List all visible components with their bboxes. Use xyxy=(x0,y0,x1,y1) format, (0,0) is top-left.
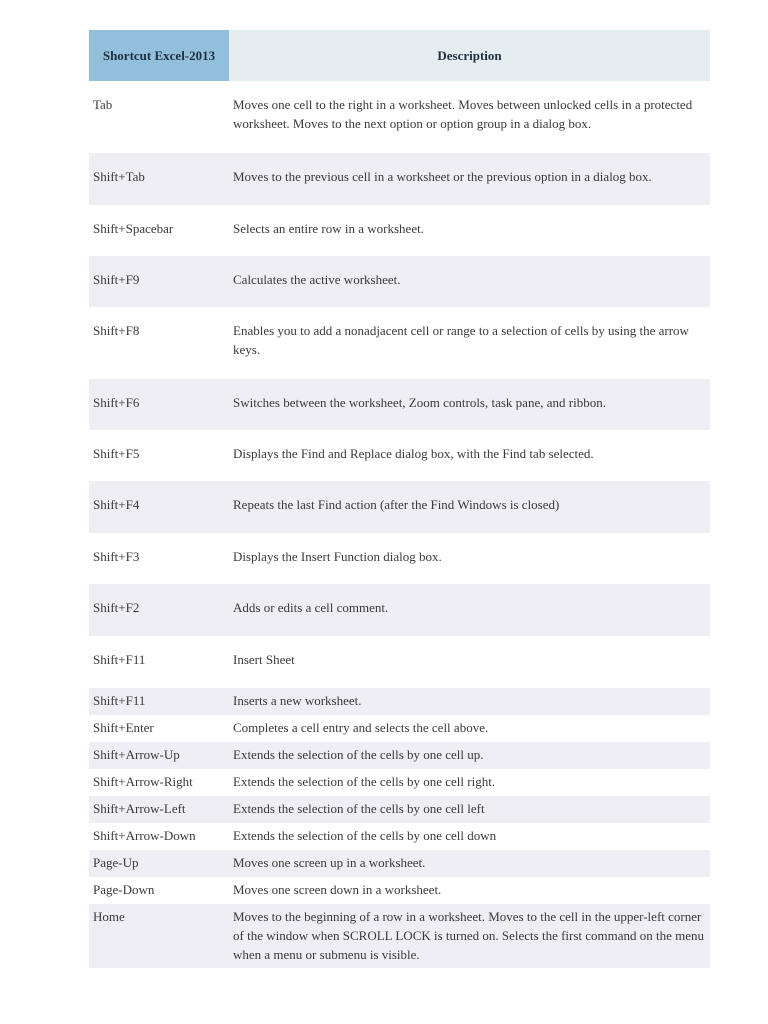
description-cell: Moves to the previous cell in a worksheet or the previous option in a dialog box. xyxy=(229,153,710,205)
description-cell: Moves one cell to the right in a worksheet. Moves between unlocked cells in a protected worksheet. Moves to the next option or option group in a dialog box. xyxy=(233,97,693,131)
shortcut-cell: Shift+Arrow-Left xyxy=(89,796,229,823)
table-row xyxy=(89,742,710,769)
table-row xyxy=(89,533,710,584)
shortcut-table xyxy=(89,30,710,968)
description-cell: Extends the selection of the cells by one cell up. xyxy=(229,742,710,769)
table-row xyxy=(89,904,710,968)
table-row xyxy=(89,636,710,688)
shortcut-column-header: Shortcut Excel-2013 xyxy=(89,30,229,81)
shortcut-cell: Page-Down xyxy=(93,882,155,897)
table-row xyxy=(89,796,710,823)
table-row xyxy=(89,823,710,850)
table-row xyxy=(89,877,710,904)
description-cell: Switches between the worksheet, Zoom controls, task pane, and ribbon. xyxy=(229,379,710,430)
table-row xyxy=(89,379,710,430)
description-cell: Displays the Insert Function dialog box. xyxy=(233,549,442,564)
description-cell: Selects an entire row in a worksheet. xyxy=(233,221,424,236)
description-cell: Moves one screen down in a worksheet. xyxy=(233,882,442,897)
description-cell: Repeats the last Find action (after the Find Windows is closed) xyxy=(229,481,710,533)
description-cell: Moves one screen up in a worksheet. xyxy=(229,850,710,877)
table-row xyxy=(89,850,710,877)
shortcut-cell: Shift+F3 xyxy=(93,549,140,564)
shortcut-cell: Shift+F5 xyxy=(93,446,140,461)
table-row xyxy=(89,769,710,796)
table-row xyxy=(89,688,710,715)
description-cell: Displays the Find and Replace dialog box, with the Find tab selected. xyxy=(233,446,594,461)
table-row xyxy=(89,153,710,205)
table-row xyxy=(89,205,710,256)
description-cell: Insert Sheet xyxy=(233,652,295,667)
description-cell: Completes a cell entry and selects the cell above. xyxy=(233,720,489,735)
shortcut-cell: Shift+F4 xyxy=(89,481,229,533)
shortcut-cell: Shift+F2 xyxy=(89,584,229,636)
shortcut-cell: Shift+Spacebar xyxy=(93,221,174,236)
table-header-row xyxy=(89,30,710,81)
shortcut-cell: Shift+F11 xyxy=(89,688,229,715)
shortcut-cell: Shift+F8 xyxy=(93,323,140,338)
table-row xyxy=(89,81,710,153)
shortcut-cell: Page-Up xyxy=(89,850,229,877)
description-cell: Moves to the beginning of a row in a worksheet. Moves to the cell in the upper-left corner of the window when SCROLL LOCK is turned on. Selects the first command on the menu when a menu or submenu is visible. xyxy=(229,904,710,968)
description-cell: Calculates the active worksheet. xyxy=(229,256,710,307)
shortcut-cell: Shift+Tab xyxy=(89,153,229,205)
description-column-header: Description xyxy=(229,30,710,81)
shortcut-cell: Home xyxy=(89,904,229,968)
description-cell: Inserts a new worksheet. xyxy=(229,688,710,715)
description-cell: Adds or edits a cell comment. xyxy=(229,584,710,636)
table-row xyxy=(89,481,710,533)
shortcut-cell: Shift+F6 xyxy=(89,379,229,430)
description-cell: Extends the selection of the cells by one cell left xyxy=(229,796,710,823)
shortcut-cell: Tab xyxy=(93,97,113,112)
table-row xyxy=(89,307,710,379)
shortcut-cell: Shift+Enter xyxy=(93,720,154,735)
table-row xyxy=(89,715,710,742)
shortcut-cell: Shift+F9 xyxy=(89,256,229,307)
shortcut-cell: Shift+Arrow-Right xyxy=(93,774,193,789)
shortcut-cell: Shift+Arrow-Up xyxy=(89,742,229,769)
shortcut-cell: Shift+Arrow-Down xyxy=(93,828,196,843)
description-cell: Extends the selection of the cells by one cell down xyxy=(233,828,497,843)
table-row xyxy=(89,256,710,307)
table-row xyxy=(89,584,710,636)
shortcut-cell: Shift+F11 xyxy=(93,652,146,667)
description-cell: Enables you to add a nonadjacent cell or range to a selection of cells by using the arrow keys. xyxy=(233,323,689,357)
table-row xyxy=(89,430,710,481)
description-cell: Extends the selection of the cells by one cell right. xyxy=(233,774,496,789)
